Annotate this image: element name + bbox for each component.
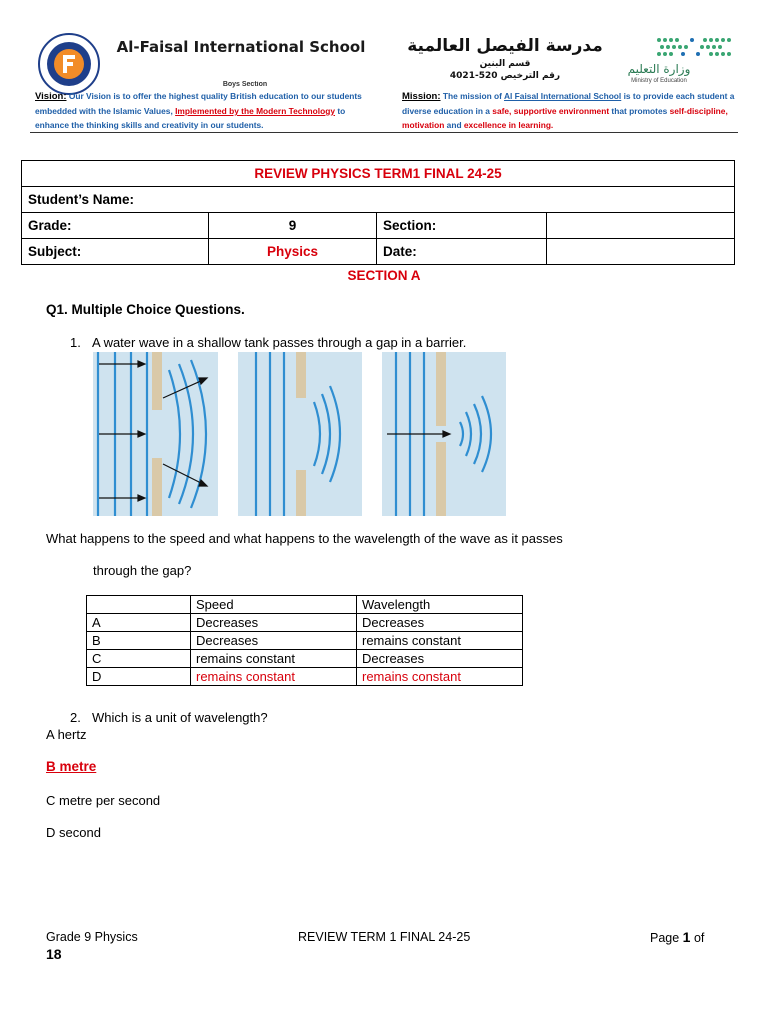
grade-value[interactable]: 9 [209,213,377,239]
license-arabic: رقم الترخيص 520-4021 [449,71,561,81]
section-a-heading: SECTION A [347,268,421,283]
wave-diagram-2 [238,352,362,516]
option-speed: Decreases [191,632,357,650]
question-1-prompt-line1: What happens to the speed and what happens to the wavelength of the wave as it passes [46,531,563,546]
table-row-correct[interactable] [87,668,523,686]
option-speed-correct: remains constant [191,668,357,686]
header-divider [30,132,738,133]
option-letter: C [87,650,191,668]
question-2 [70,710,268,725]
mission-and: and [444,120,464,130]
question-1-prompt-line2: through the gap? [93,563,192,578]
subject-value[interactable]: Physics [209,239,377,265]
question-2-option-a[interactable]: A hertz [46,727,87,742]
table-row[interactable] [87,632,523,650]
option-wavelength: remains constant [357,632,523,650]
header-speed: Speed [191,596,357,614]
school-name-arabic: مدرسة الفيصل العالمية [407,36,603,56]
school-subtitle-arabic [400,58,610,82]
table-row[interactable] [87,614,523,632]
section-value[interactable] [547,213,735,239]
grade-label: Grade: [22,213,209,239]
review-title: REVIEW PHYSICS TERM1 FINAL 24-25 [22,161,735,187]
question-2-number: 2. [70,710,81,725]
answer-table-header [87,596,523,614]
vision-highlight: Implemented by the Modern Technology [175,106,336,116]
mission-label: Mission: [402,91,441,102]
question-2-option-c[interactable]: C metre per second [46,793,161,808]
ministry-name-arabic: وزارة التعليم [627,62,691,76]
q1-heading: Q1. Multiple Choice Questions. [46,302,245,317]
date-label: Date: [377,239,547,265]
footer-review-title: REVIEW TERM 1 FINAL 24-25 [298,930,471,944]
boys-section-label: Boys Section [222,81,268,88]
footer-total-pages: 18 [46,946,62,962]
option-letter: D [87,668,191,686]
mission-statement [402,89,738,132]
option-wavelength-correct: remains constant [357,668,523,686]
option-speed: Decreases [191,614,357,632]
question-2-option-b-correct[interactable]: B metre [46,759,97,774]
question-1 [70,335,466,350]
mission-text-2: is to provide each student a diverse education in a [402,91,735,116]
mission-safe: safe, supportive environment [492,106,610,116]
section-label: Section: [377,213,547,239]
header-wavelength: Wavelength [357,596,523,614]
question-1-answer-table [86,595,523,686]
option-speed: remains constant [191,650,357,668]
vision-statement [35,89,367,132]
footer-page-indicator [650,929,704,945]
mission-school-link[interactable]: Al Faisal International School [503,91,622,101]
student-name-field[interactable]: Student’s Name: [22,187,735,213]
footer-page-prefix: Page [650,931,683,945]
mission-excellence: excellence in learning. [463,120,554,130]
mission-text-3: that promotes [609,106,670,116]
mission-values: self-discipline, motivation [402,106,728,130]
footer-grade-subject: Grade 9 Physics [46,930,138,944]
option-letter: A [87,614,191,632]
ministry-name-english: Ministry of Education [631,78,687,84]
vision-label: Vision: [35,91,67,102]
header-blank [87,596,191,614]
footer-page-of: of [690,931,705,945]
ministry-logo-dots [655,35,735,61]
vision-text-1: Our Vision is to offer the highest quality British education to our students embedded with the Islamic Values, [35,91,362,116]
footer-page-number: 1 [682,929,691,945]
wave-diagram-1 [93,352,218,516]
question-2-option-d[interactable]: D second [46,825,101,840]
wave-diagram-3 [382,352,506,516]
option-wavelength: Decreases [357,650,523,668]
table-row[interactable] [87,650,523,668]
student-info-table [21,160,735,265]
date-value[interactable] [547,239,735,265]
vision-text-2: to enhance the thinking skills and creativity in our students. [35,106,346,130]
school-logo [38,33,100,95]
mission-text-1: The mission of [440,91,504,101]
option-letter: B [87,632,191,650]
option-wavelength: Decreases [357,614,523,632]
question-1-text: A water wave in a shallow tank passes through a gap in a barrier. [92,335,467,350]
school-name-english: Al-Faisal International School [116,38,366,56]
section-arabic: قسم البنين [479,59,531,69]
subject-label: Subject: [22,239,209,265]
question-1-number: 1. [70,335,81,350]
question-2-text: Which is a unit of wavelength? [92,710,268,725]
